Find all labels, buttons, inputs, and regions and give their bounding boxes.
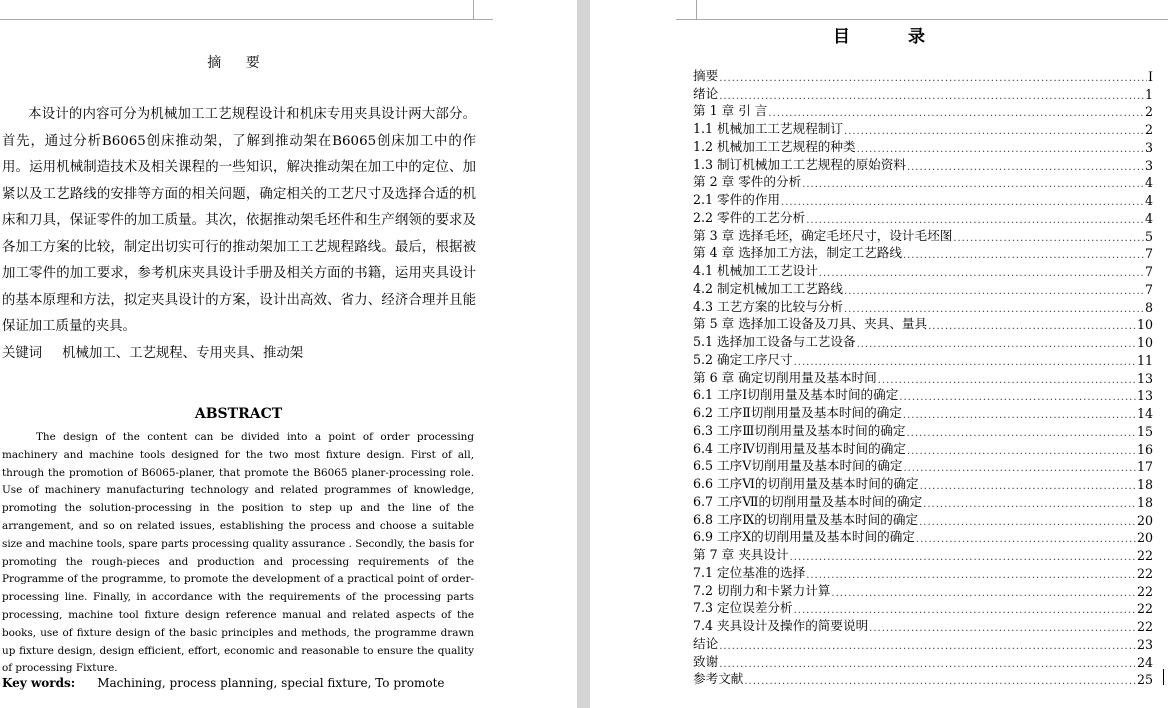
toc-list	[693, 66, 1153, 687]
toc-entry[interactable]	[693, 457, 1153, 475]
toc-entry-leader	[920, 481, 1136, 492]
toc-entry-title: 7.3 定位误差分析	[693, 600, 793, 616]
toc-entry-leader	[719, 73, 1147, 84]
toc-entry-leader	[844, 286, 1144, 297]
toc-entry-title: 1.3 制订机械加工工艺规程的原始资料	[693, 156, 906, 172]
toc-entry-page: 7	[1144, 246, 1153, 262]
toc-entry-page: 4	[1144, 210, 1153, 226]
toc-entry-leader	[790, 552, 1136, 563]
toc-entry-title: 第 1 章 引 言	[693, 103, 768, 119]
toc-entry-page: 2	[1144, 104, 1153, 120]
toc-entry-leader	[903, 463, 1136, 474]
page-corner-mark	[696, 19, 1168, 20]
keywords-en[interactable]	[2, 676, 445, 690]
toc-entry-page: 14	[1136, 406, 1153, 421]
toc-entry-leader	[857, 339, 1136, 350]
keywords-en-label: Key words:	[2, 676, 76, 690]
toc-entry-page: 13	[1136, 388, 1153, 404]
abstract-en-text: The design of the content can be divided into a point of order processing machinery and machine tools designed for the two most fixture design. First of all, through the promotion of B6065-planer, that promote the B6065 planer-processing role. Use of machinery manufacturing technology and related programmes of knowledge, promoting the solution-processing in the position to step up and the line of the arrangement, and so on related issues, establishing the process and choose a suitable size and machine tools, spare parts processing quality assurance . Secondly, the basis for promoting the rough-pieces and production and processing requirements of the Programme of the programme, to promote the development of a practical point of order-processing line. Finally, in accordance with the requirements of the processing parts processing, machine tool fixture design reference manual and related aspects of the books, use of fixture design of the basic principles and methods, the programme drawn up fixture design, design efficient, effort, economic and reasonable to ensure the quality of processing Fixture.	[2, 431, 474, 675]
toc-entry[interactable]	[693, 173, 1153, 191]
toc-entry-title: 1.2 机械加工工艺规程的种类	[693, 138, 856, 154]
toc-entry-page: 13	[1136, 370, 1153, 386]
toc-entry-title: 绪论	[693, 85, 719, 101]
toc-entry-title: 第 6 章 确定切削用量及基本时间	[693, 369, 877, 385]
toc-entry[interactable]	[693, 155, 1153, 173]
toc-entry[interactable]	[693, 670, 1153, 688]
toc-entry-page: 1	[1144, 86, 1153, 102]
toc-entry-title: 第 3 章 选择毛坯，确定毛坯尺寸，设计毛坯图	[693, 227, 953, 243]
toc-entry-page: 22	[1136, 548, 1153, 563]
page-corner-mark	[696, 0, 697, 20]
abstract-zh-paragraph[interactable]	[2, 102, 476, 341]
toc-entry-page: 5	[1144, 228, 1153, 244]
toc-entry-leader	[844, 304, 1144, 315]
toc-entry-title: 6.2 工序Ⅱ切削用量及基本时间的确定	[693, 405, 902, 420]
toc-entry[interactable]	[693, 492, 1153, 510]
toc-entry[interactable]	[693, 137, 1153, 155]
toc-entry[interactable]	[693, 563, 1153, 581]
toc-entry-page: 22	[1136, 619, 1153, 634]
abstract-zh-title: 摘 要	[207, 55, 270, 71]
toc-entry[interactable]	[693, 368, 1153, 386]
toc-entry-page: 17	[1136, 459, 1153, 475]
toc-entry-leader	[869, 623, 1136, 634]
toc-entry-title: 4.1 机械加工工艺设计	[693, 263, 818, 278]
toc-entry[interactable]	[693, 634, 1153, 652]
toc-entry[interactable]	[693, 261, 1153, 279]
toc-entry-leader	[794, 357, 1136, 368]
toc-entry-page: 3	[1144, 139, 1153, 155]
toc-entry-page: 18	[1136, 477, 1153, 492]
toc-entry[interactable]	[693, 421, 1153, 439]
toc-entry[interactable]	[693, 297, 1153, 315]
toc-entry[interactable]	[693, 439, 1153, 457]
toc-entry-leader	[923, 499, 1136, 510]
toc-entry-leader	[916, 534, 1136, 545]
toc-entry-title: 6.1 工序Ⅰ切削用量及基本时间的确定	[693, 387, 899, 403]
toc-entry-page: 10	[1136, 335, 1153, 350]
toc-entry-title: 2.1 零件的作用	[693, 192, 781, 207]
toc-entry-page: 24	[1136, 654, 1153, 670]
text-cursor	[1163, 669, 1164, 685]
toc-title: 目 录	[833, 27, 951, 47]
toc-entry-leader	[744, 676, 1136, 687]
abstract-en-paragraph[interactable]	[2, 429, 474, 678]
toc-entry-leader	[831, 588, 1136, 599]
toc-entry-page: 7	[1144, 281, 1153, 297]
toc-entry-title: 7.4 夹具设计及操作的简要说明	[693, 618, 869, 633]
toc-entry-title: 6.7 工序Ⅶ的切削用量及基本时间的确定	[693, 493, 923, 509]
toc-entry[interactable]	[693, 66, 1153, 84]
toc-entry-title: 6.5 工序Ⅴ切削用量及基本时间的确定	[693, 458, 903, 474]
toc-entry-page: 16	[1136, 441, 1153, 457]
toc-entry-leader	[781, 197, 1144, 208]
toc-entry-page: 10	[1136, 317, 1153, 333]
toc-entry[interactable]	[693, 244, 1153, 262]
page-corner-mark	[473, 0, 474, 20]
toc-entry-leader	[806, 215, 1144, 226]
toc-entry[interactable]	[693, 581, 1153, 599]
toc-entry-page: 18	[1136, 494, 1153, 510]
toc-entry-title: 第 2 章 零件的分析	[693, 174, 802, 190]
toc-entry-leader	[899, 392, 1136, 403]
toc-entry-title: 6.3 工序Ⅲ切削用量及基本时间的确定	[693, 422, 906, 438]
page-corner-mark	[676, 19, 696, 20]
toc-entry-page: 20	[1136, 530, 1153, 546]
toc-entry-page: 7	[1144, 264, 1153, 279]
toc-entry-title: 6.6 工序Ⅵ的切削用量及基本时间的确定	[693, 476, 919, 491]
toc-entry-leader	[903, 250, 1144, 261]
toc-entry-title: 摘要	[693, 67, 719, 83]
keywords-en-value: Machining, process planning, special fixture, To promote	[97, 676, 445, 690]
toc-entry[interactable]	[693, 545, 1153, 563]
toc-entry-title: 5.1 选择加工设备与工艺设备	[693, 334, 856, 349]
toc-entry[interactable]	[693, 599, 1153, 617]
toc-entry[interactable]	[693, 616, 1153, 634]
toc-entry[interactable]	[693, 652, 1153, 670]
toc-entry-leader	[819, 268, 1144, 279]
toc-entry-leader	[768, 108, 1144, 119]
toc-entry-title: 6.4 工序Ⅳ切削用量及基本时间的确定	[693, 440, 906, 456]
toc-entry[interactable]	[693, 119, 1153, 137]
toc-entry[interactable]	[693, 510, 1153, 528]
page-gutter	[577, 0, 590, 708]
toc-entry-page: 22	[1136, 601, 1153, 617]
toc-entry-leader	[806, 570, 1136, 581]
toc-entry[interactable]	[693, 403, 1153, 421]
toc-entry-title: 第 5 章 选择加工设备及刀具、夹具、量具	[693, 316, 928, 332]
toc-entry-title: 1.1 机械加工工艺规程制订	[693, 121, 843, 136]
toc-entry-title: 5.2 确定工序尺寸	[693, 351, 793, 367]
toc-entry-leader	[719, 641, 1136, 652]
toc-entry-leader	[878, 375, 1136, 386]
keywords-zh[interactable]	[2, 342, 303, 366]
toc-entry[interactable]	[693, 474, 1153, 492]
toc-entry-page: 22	[1136, 583, 1153, 599]
abstract-zh-text: 本设计的内容可分为机械加工工艺规程设计和机床专用夹具设计两大部分。首先，通过分析B6065创床推动架，了解到推动架在B6065创床加工中的作用。运用机械制造技术及相关课程的一些知识，解决推动架在加工中的定位、加紧以及工艺路线的安排等方面的相关问题，确定相关的工艺尺寸及选择合适的机床和刀具，保证零件的加工质量。其次，依据推动架毛坯件和生产纲领的要求及各加工方案的比较，制定出切实可行的推动架加工工艺规程路线。最后，根据被加工零件的加工要求，参考机床夹具设计手册及相关方面的书籍，运用夹具设计的基本原理和方法，拟定夹具设计的方案，设计出高效、省力、经济合理并且能保证加工质量的夹具。	[2, 107, 476, 334]
toc-entry-leader	[928, 321, 1136, 332]
toc-entry-title: 第 7 章 夹具设计	[693, 547, 789, 562]
toc-entry-page: 4	[1144, 193, 1153, 208]
toc-entry-leader	[903, 410, 1136, 421]
toc-entry-title: 6.8 工序Ⅸ的切削用量及基本时间的确定	[693, 511, 919, 527]
toc-entry-title: 结论	[693, 635, 719, 651]
toc-entry-page: 4	[1144, 175, 1153, 191]
toc-entry-title: 参考文献	[693, 671, 744, 687]
toc-entry[interactable]	[693, 350, 1153, 368]
toc-entry-title: 4.3 工艺方案的比较与分析	[693, 298, 843, 314]
toc-entry-leader	[907, 162, 1144, 173]
toc-entry-page: 22	[1136, 565, 1153, 581]
toc-entry[interactable]	[693, 528, 1153, 546]
toc-entry-page: 20	[1136, 512, 1153, 528]
toc-entry-page: 2	[1144, 122, 1153, 137]
toc-entry-leader	[802, 179, 1144, 190]
keywords-zh-value: 机械加工、工艺规程、专用夹具、推动架	[62, 346, 304, 361]
toc-entry-title: 7.2 切削力和卡紧力计算	[693, 582, 831, 598]
toc-entry[interactable]	[693, 102, 1153, 120]
toc-entry-page: 25	[1136, 672, 1153, 688]
document-page-left	[0, 0, 577, 708]
toc-entry-leader	[919, 517, 1136, 528]
toc-entry-page: 15	[1136, 423, 1153, 439]
toc-entry[interactable]	[693, 226, 1153, 244]
toc-entry-leader	[953, 233, 1144, 244]
page-corner-mark	[0, 19, 473, 20]
toc-entry-page: I	[1148, 68, 1153, 84]
toc-entry[interactable]	[693, 279, 1153, 297]
toc-entry-title: 致谢	[693, 653, 719, 669]
toc-entry-title: 7.1 定位基准的选择	[693, 564, 806, 580]
toc-entry-leader	[907, 428, 1136, 439]
toc-entry[interactable]	[693, 386, 1153, 404]
abstract-en-title: ABSTRACT	[194, 406, 283, 422]
toc-entry[interactable]	[693, 208, 1153, 226]
toc-entry[interactable]	[693, 84, 1153, 102]
toc-entry-page: 11	[1136, 352, 1153, 368]
toc-entry[interactable]	[693, 332, 1153, 350]
toc-entry-page: 8	[1144, 299, 1153, 315]
toc-entry[interactable]	[693, 190, 1153, 208]
toc-entry-leader	[719, 659, 1136, 670]
keywords-zh-label: 关键词	[2, 346, 43, 361]
document-page-right	[590, 0, 1168, 708]
toc-entry-leader	[794, 605, 1136, 616]
toc-entry-leader	[907, 446, 1136, 457]
toc-entry-title: 2.2 零件的工艺分析	[693, 209, 806, 225]
toc-entry-leader	[719, 91, 1144, 102]
toc-entry-leader	[857, 144, 1144, 155]
toc-entry-title: 4.2 制定机械加工工艺路线	[693, 280, 843, 296]
toc-entry-title: 第 4 章 选择加工方法，制定工艺路线	[693, 245, 902, 261]
toc-entry-page: 3	[1144, 157, 1153, 173]
page-corner-mark	[473, 19, 493, 20]
toc-entry-leader	[844, 126, 1144, 137]
toc-entry[interactable]	[693, 315, 1153, 333]
toc-entry-page: 23	[1136, 636, 1153, 652]
toc-entry-title: 6.9 工序Ⅹ的切削用量及基本时间的确定	[693, 529, 915, 545]
